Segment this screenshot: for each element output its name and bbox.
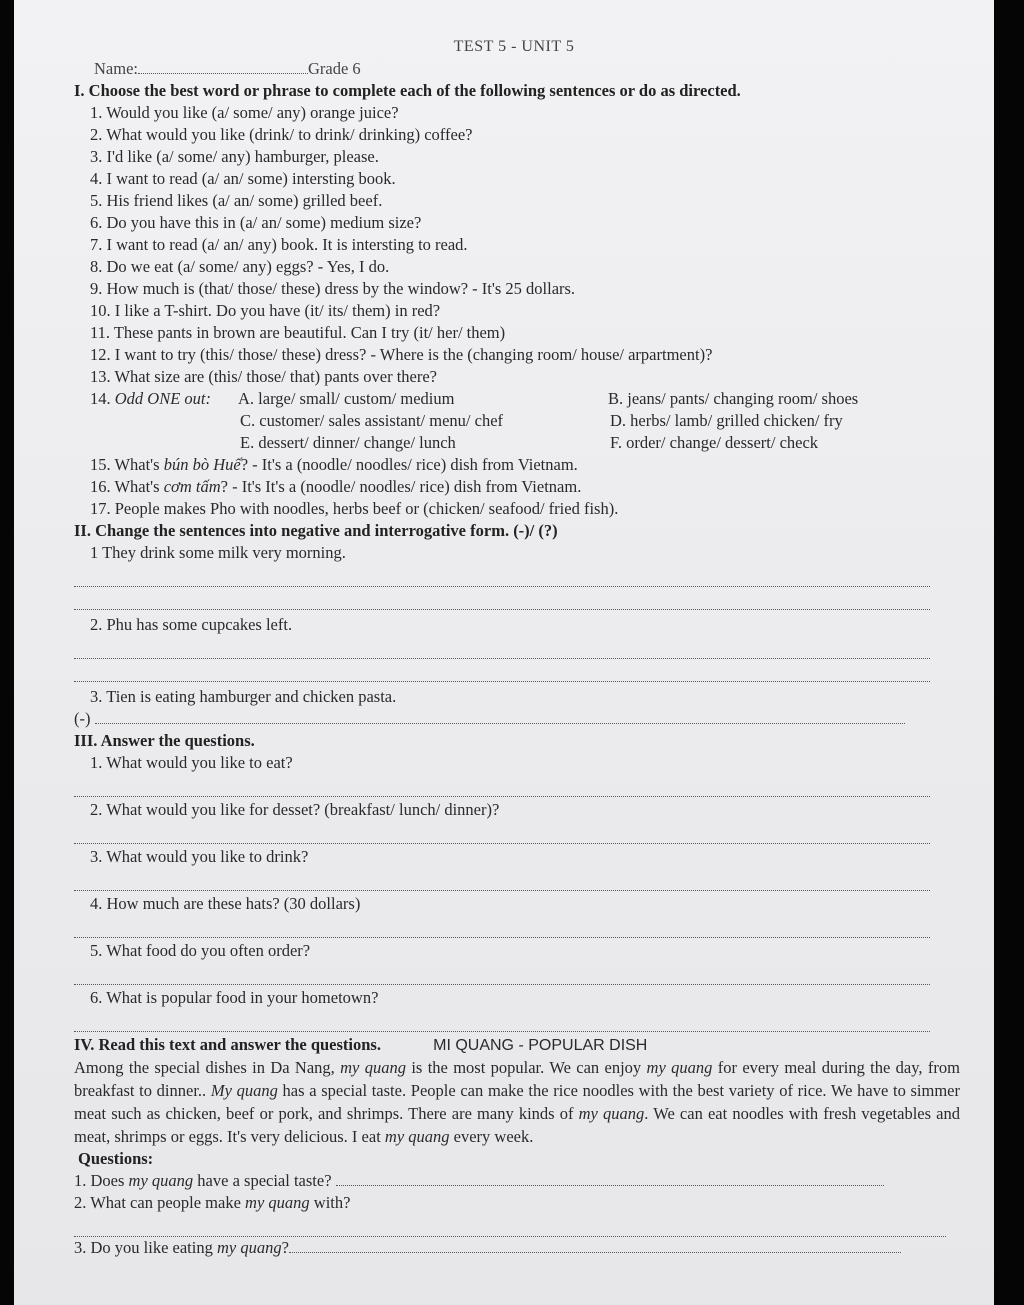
passage-text: has a special taste. People can make the rice noodles with the best variety of rice. We have to simmer meat such as chicken, beef or pork, and shrimps. There are many kinds of <box>74 1081 960 1123</box>
section-4-heading: IV. Read this text and answer the questions. <box>74 1035 381 1054</box>
s3-answer-line[interactable] <box>74 1009 930 1032</box>
s4-q3-pre: 3. Do you like eating <box>74 1238 217 1257</box>
s1-item-1: 1. Would you like (a/ some/ any) orange juice? <box>90 103 399 122</box>
s1-item-15-pre: 15. What's <box>90 455 164 474</box>
s2-negative-row <box>74 708 954 730</box>
name-label: Name: <box>94 59 138 78</box>
s3-item-6: 6. What is popular food in your hometown? <box>90 988 379 1007</box>
s2-answer-line[interactable] <box>74 587 930 610</box>
s3-item-5: 5. What food do you often order? <box>90 941 311 960</box>
s1-item-2: 2. What would you like (drink/ to drink/ drinking) coffee? <box>90 125 473 144</box>
passage-text: every week. <box>449 1127 534 1146</box>
odd-one-out-title: Odd ONE out: <box>114 389 211 408</box>
s1-item-15 <box>74 454 954 476</box>
test-title: TEST 5 - UNIT 5 <box>453 38 575 55</box>
s4-question-2 <box>74 1192 954 1214</box>
s1-item-17: 17. People makes Pho with noodles, herbs beef or (chicken/ seafood/ fried fish). <box>90 499 619 518</box>
s2-answer-blank[interactable] <box>95 709 905 724</box>
s3-item-3: 3. What would you like to drink? <box>90 847 309 866</box>
odd-option-f: F. order/ change/ dessert/ check <box>610 433 819 452</box>
passage-text: Among the special dishes in Da Nang, <box>74 1058 341 1077</box>
s1-item-8: 8. Do we eat (a/ some/ any) eggs? - Yes, I do. <box>90 257 390 276</box>
s2-answer-line[interactable] <box>74 564 930 587</box>
name-blank[interactable] <box>138 59 308 74</box>
s4-q2-post: with? <box>309 1193 351 1212</box>
s2-item-2: 2. Phu has some cupcakes left. <box>90 615 293 634</box>
s4-question-3 <box>74 1237 954 1259</box>
s3-item-4: 4. How much are these hats? (30 dollars) <box>90 894 361 913</box>
section-3-heading: III. Answer the questions. <box>74 731 255 750</box>
s4-answer-blank[interactable] <box>289 1238 901 1253</box>
passage-title: MI QUANG - POPULAR DISH <box>433 1037 648 1054</box>
negative-marker: (-) <box>74 709 91 728</box>
s4-answer-blank[interactable] <box>336 1171 884 1186</box>
name-grade-row <box>74 58 954 80</box>
s1-item-10: 10. I like a T-shirt. Do you have (it/ its/ them) in red? <box>90 301 441 320</box>
odd-option-e: E. dessert/ dinner/ change/ lunch <box>240 433 456 452</box>
passage-text: is the most popular. We can enjoy <box>405 1058 647 1077</box>
worksheet-content <box>74 36 960 1259</box>
s1-item-15-dish: bún bò Huế <box>163 455 241 474</box>
s2-answer-line[interactable] <box>74 659 930 682</box>
odd-option-c: C. customer/ sales assistant/ menu/ chef <box>240 411 504 430</box>
s2-item-1: 1 They drink some milk very morning. <box>90 543 346 562</box>
s3-item-2: 2. What would you like for desset? (breakfast/ lunch/ dinner)? <box>90 800 500 819</box>
questions-label: Questions: <box>78 1149 154 1168</box>
worksheet-page <box>14 0 994 1305</box>
s4-q3-post: ? <box>281 1238 289 1257</box>
s3-answer-line[interactable] <box>74 821 930 844</box>
passage-dish-name: My quang <box>210 1081 278 1100</box>
odd-option-d: D. herbs/ lamb/ grilled chicken/ fry <box>610 411 843 430</box>
s2-item-3: 3. Tien is eating hamburger and chicken pasta. <box>90 687 397 706</box>
odd-option-b: B. jeans/ pants/ changing room/ shoes <box>608 389 859 408</box>
s1-item-16-dish: cơm tấm <box>163 477 221 496</box>
s4-q1-post: have a special taste? <box>193 1171 332 1190</box>
s1-item-12: 12. I want to try (this/ those/ these) dress? - Where is the (changing room/ house/ arpartment)? <box>90 345 713 364</box>
s1-item-16-pre: 16. What's <box>90 477 164 496</box>
section-4-heading-row <box>74 1034 954 1056</box>
s1-item-9: 9. How much is (that/ those/ these) dress by the window? - It's 25 dollars. <box>90 279 576 298</box>
passage-dish-name: my quang <box>578 1104 645 1123</box>
s4-q1-dish: my quang <box>128 1171 194 1190</box>
passage-dish-name: my quang <box>384 1127 450 1146</box>
s3-answer-line[interactable] <box>74 774 930 797</box>
s1-item-16-post: ? - It's It's a (noodle/ noodles/ rice) dish from Vietnam. <box>220 477 582 496</box>
odd-one-out-row-2 <box>74 410 954 432</box>
s1-item-3: 3. I'd like (a/ some/ any) hamburger, please. <box>90 147 379 166</box>
s3-answer-line[interactable] <box>74 962 930 985</box>
section-2-heading: II. Change the sentences into negative and interrogative form. (-)/ (?) <box>74 521 558 540</box>
s1-item-5: 5. His friend likes (a/ an/ some) grilled beef. <box>90 191 383 210</box>
s4-answer-line[interactable] <box>74 1214 946 1237</box>
s1-item-4: 4. I want to read (a/ an/ some) intersting book. <box>90 169 396 188</box>
s1-item-11: 11. These pants in brown are beautiful. Can I try (it/ her/ them) <box>90 323 506 342</box>
reading-passage <box>74 1056 960 1148</box>
passage-dish-name: my quang <box>340 1058 406 1077</box>
s2-answer-line[interactable] <box>74 636 930 659</box>
s4-q3-dish: my quang <box>216 1238 282 1257</box>
s4-q2-pre: 2. What can people make <box>74 1193 246 1212</box>
odd-one-out-label <box>90 388 240 410</box>
s1-item-13: 13. What size are (this/ those/ that) pants over there? <box>90 367 437 386</box>
section-1-heading: I. Choose the best word or phrase to complete each of the following sentences or do as directed. <box>74 81 741 100</box>
s4-question-1 <box>74 1170 954 1192</box>
s1-item-6: 6. Do you have this in (a/ an/ some) medium size? <box>90 213 422 232</box>
odd-one-out-row-1 <box>74 388 954 410</box>
grade-label: Grade 6 <box>307 59 361 78</box>
s1-item-16 <box>74 476 954 498</box>
s3-item-1: 1. What would you like to eat? <box>90 753 293 772</box>
s1-item-15-post: ? - It's a (noodle/ noodles/ rice) dish from Vietnam. <box>240 455 578 474</box>
s3-answer-line[interactable] <box>74 868 930 891</box>
s1-item-7: 7. I want to read (a/ an/ any) book. It is intersting to read. <box>90 235 468 254</box>
s3-answer-line[interactable] <box>74 915 930 938</box>
odd-one-out-row-3 <box>74 432 954 454</box>
passage-dish-name: my quang <box>646 1058 713 1077</box>
s4-q2-dish: my quang <box>245 1193 310 1212</box>
odd-option-a: A. large/ small/ custom/ medium <box>238 389 455 408</box>
passage-text: . We can eat noodles with fresh vegetables and meat, shrimps or eggs. It's very delicious. I eat <box>74 1104 960 1146</box>
odd-one-out-number: 14. <box>90 389 111 408</box>
passage-text: for every meal during the day, from breakfast to dinner.. <box>74 1058 960 1100</box>
s4-q1-pre: 1. Does <box>74 1171 129 1190</box>
